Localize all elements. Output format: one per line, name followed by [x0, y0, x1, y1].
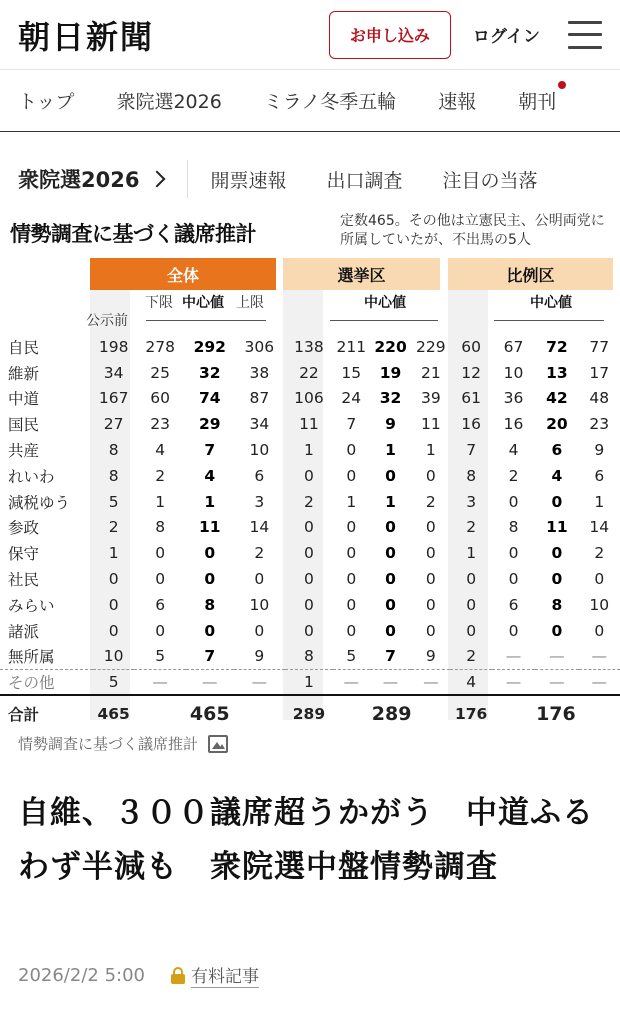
party-name: 国民: [8, 416, 40, 435]
seat-value: 4: [155, 441, 166, 460]
seat-value: 4: [450, 669, 491, 695]
divider: [187, 160, 188, 198]
seat-value: 16: [503, 415, 524, 434]
seat-table: [0, 334, 620, 731]
seat-value: 1: [155, 492, 166, 511]
seat-value: 21: [420, 363, 441, 382]
seat-value: 211: [336, 337, 367, 356]
seat-value: 0: [466, 570, 477, 589]
seat-value: 14: [589, 518, 610, 537]
seat-value: 8: [466, 466, 477, 485]
seat-value: 7: [204, 441, 216, 460]
seat-value: 0: [108, 595, 119, 614]
seat-value: 32: [198, 363, 221, 382]
seat-value: 1: [385, 441, 396, 460]
seat-value: 2: [508, 466, 519, 485]
header-high: 上限: [236, 295, 264, 311]
nav-item-morning-label: 朝刊: [518, 91, 557, 113]
seat-value: 0: [466, 621, 477, 640]
seat-value: 0: [155, 570, 166, 589]
party-name: その他: [0, 669, 93, 695]
seat-value: 4: [204, 466, 216, 485]
seat-value: 0: [385, 570, 396, 589]
seat-value: 167: [98, 389, 129, 408]
seat-value: 9: [385, 415, 396, 434]
subnav-item-exit-poll[interactable]: 出口調査: [326, 169, 403, 192]
seat-value: 23: [589, 415, 610, 434]
seat-value: 17: [589, 363, 610, 382]
seat-value: 1: [594, 492, 605, 511]
seat-value: 0: [551, 544, 563, 563]
nav-item-breaking[interactable]: 速報: [438, 91, 477, 113]
party-name: 中道: [8, 390, 40, 409]
seat-value: 0: [508, 492, 519, 511]
seat-value: —: [186, 669, 234, 695]
seat-value: 11: [299, 415, 319, 434]
seat-value: 1: [346, 492, 357, 511]
article-date: 2026/2/2 5:00: [18, 964, 145, 986]
total-value: 289: [285, 695, 333, 731]
seat-value: —: [134, 669, 186, 695]
new-dot-icon: [558, 81, 566, 89]
total-value: 465: [93, 695, 134, 731]
seat-value: 0: [385, 544, 396, 563]
seat-value: 278: [145, 337, 175, 356]
seat-value: 42: [546, 389, 568, 408]
seat-value: 0: [254, 621, 265, 640]
seat-value: —: [370, 669, 411, 695]
seat-value: 6: [254, 466, 265, 485]
seat-value: 0: [551, 492, 563, 511]
seat-value: 0: [204, 544, 216, 563]
seat-value: 4: [508, 441, 519, 460]
seat-value: —: [535, 669, 578, 695]
seat-value: 0: [425, 570, 436, 589]
seat-value: 0: [425, 621, 436, 640]
seat-value: 8: [108, 466, 119, 485]
subnav-item-notable[interactable]: 注目の当落: [442, 169, 538, 192]
seat-value: 9: [594, 441, 605, 460]
seat-value: 1: [285, 669, 333, 695]
seat-value: 0: [254, 570, 265, 589]
total-value: 176: [492, 695, 620, 731]
seat-value: 292: [193, 337, 226, 356]
seat-value: 8: [508, 518, 519, 537]
header-mid-prop: 中心値: [530, 295, 572, 311]
seat-value: 0: [346, 621, 357, 640]
band-proportional: 比例区: [448, 258, 613, 290]
table-row: [0, 515, 620, 541]
seat-value: 23: [150, 415, 171, 434]
seat-value: 10: [589, 595, 610, 614]
seat-value: 60: [461, 337, 482, 356]
seat-value: —: [411, 669, 450, 695]
seat-value: 14: [249, 518, 270, 537]
subnav-title-label: 衆院選2026: [18, 168, 140, 192]
party-name: 自民: [8, 338, 40, 357]
seat-value: 9: [254, 647, 265, 666]
seat-value: 2: [304, 492, 314, 511]
seat-value: 27: [103, 415, 124, 434]
header-mid-district: 中心値: [364, 295, 406, 311]
seat-value: —: [549, 647, 565, 666]
seat-value: 0: [304, 570, 314, 589]
table-row: [0, 489, 620, 515]
subscribe-button[interactable]: お申し込み: [329, 11, 451, 59]
seat-value: 77: [589, 337, 610, 356]
seat-value: 6: [551, 441, 563, 460]
seat-value: 1: [466, 544, 477, 563]
paid-article-label[interactable]: 有料記事: [191, 962, 259, 988]
seat-value: 0: [346, 441, 357, 460]
seat-value: 6: [508, 595, 519, 614]
seat-value: 3: [466, 492, 477, 511]
seat-value: —: [505, 647, 522, 666]
seat-value: 0: [425, 518, 436, 537]
seat-value: 5: [93, 669, 134, 695]
seat-value: 48: [589, 389, 610, 408]
seat-value: 0: [425, 466, 436, 485]
party-name: 諸派: [8, 622, 40, 641]
total-row: [0, 695, 620, 731]
seat-value: 0: [155, 621, 166, 640]
seat-value: 0: [304, 466, 314, 485]
menu-icon[interactable]: [568, 21, 602, 49]
seat-value: 0: [204, 621, 216, 640]
seat-value: 7: [385, 647, 396, 666]
seat-value: 0: [385, 466, 396, 485]
seat-value: 0: [425, 595, 436, 614]
subnav-title[interactable]: [18, 164, 163, 194]
seat-value: 2: [254, 544, 265, 563]
seat-value: —: [333, 669, 370, 695]
seat-value: 15: [341, 363, 362, 382]
seat-value: 1: [204, 492, 216, 511]
article-meta: [18, 962, 259, 988]
header-mid: 中心値: [182, 295, 224, 311]
seat-value: 1: [425, 441, 436, 460]
seat-value: 67: [503, 337, 524, 356]
header-low: 下限: [145, 295, 173, 311]
seat-value: 198: [98, 337, 129, 356]
seat-value: 61: [461, 389, 482, 408]
table-row: [0, 618, 620, 644]
seat-value: 220: [374, 337, 407, 356]
total-value: 465: [134, 695, 285, 731]
party-name: 共産: [8, 442, 40, 461]
seat-value: 5: [155, 647, 166, 666]
band-all: 全体: [90, 258, 276, 290]
total-value: 289: [333, 695, 451, 731]
table-row: [0, 437, 620, 463]
seat-value: 0: [385, 621, 396, 640]
seat-value: 3: [254, 492, 265, 511]
party-name: れいわ: [8, 467, 55, 486]
seat-value: 10: [249, 441, 270, 460]
seat-value: 2: [155, 466, 166, 485]
table-row: [0, 540, 620, 566]
seat-value: 0: [385, 518, 396, 537]
seat-value: 10: [503, 363, 524, 382]
seat-estimate-figure[interactable]: [0, 208, 620, 728]
seat-value: 0: [551, 621, 563, 640]
subnav-item-results[interactable]: 開票速報: [210, 169, 287, 192]
table-row: [0, 360, 620, 386]
seat-value: —: [234, 669, 286, 695]
site-header: [0, 0, 620, 70]
seat-value: 74: [198, 389, 221, 408]
seat-value: 0: [304, 621, 314, 640]
seat-value: 0: [346, 544, 357, 563]
seat-value: 0: [346, 595, 357, 614]
figure-note: 定数465。その他は立憲民主、公明両党に所属していたが、不出馬の5人: [340, 213, 605, 248]
seat-value: 22: [299, 363, 319, 382]
party-name: 維新: [8, 364, 40, 383]
seat-value: 0: [508, 544, 519, 563]
nav-item-top[interactable]: トップ: [18, 91, 75, 113]
table-row: [0, 334, 620, 360]
total-label: 合計: [0, 695, 93, 731]
seat-value: 8: [204, 595, 216, 614]
seat-value: 0: [108, 621, 119, 640]
range-arrow: [330, 320, 438, 321]
seat-value: 10: [249, 595, 270, 614]
seat-value: 25: [150, 363, 171, 382]
seat-value: 0: [466, 595, 477, 614]
seat-value: 24: [341, 389, 362, 408]
seat-value: 2: [108, 518, 119, 537]
range-arrow: [494, 320, 604, 321]
seat-value: 8: [551, 595, 563, 614]
seat-value: 0: [155, 544, 166, 563]
seat-value: 72: [546, 337, 568, 356]
seat-value: 0: [385, 595, 396, 614]
seat-value: 2: [594, 544, 605, 563]
article-headline[interactable]: 自維、３００議席超うかがう 中道ふるわず半減も 衆院選中盤情勢調査: [18, 795, 594, 885]
table-row: [0, 463, 620, 489]
seat-value: 2: [466, 647, 477, 666]
party-name: 参政: [8, 519, 40, 538]
seat-value: 7: [466, 441, 477, 460]
seat-value: 9: [425, 647, 436, 666]
seat-value: 1: [108, 544, 119, 563]
table-row: [0, 411, 620, 437]
login-link[interactable]: ログイン: [472, 27, 540, 47]
party-name: 無所属: [8, 648, 55, 667]
seat-value: 8: [304, 647, 314, 666]
seat-value: 306: [244, 337, 275, 356]
seat-value: 0: [304, 544, 314, 563]
seat-value: 0: [594, 570, 605, 589]
main-nav: [0, 70, 620, 132]
seat-value: 2: [425, 492, 436, 511]
seat-value: 11: [198, 518, 221, 537]
seat-value: 0: [346, 570, 357, 589]
seat-value: 0: [304, 595, 314, 614]
seat-value: 11: [420, 415, 441, 434]
caption-text: 情勢調査に基づく議席推計: [18, 735, 199, 753]
seat-value: 1: [385, 492, 396, 511]
header-prev: 公示前: [86, 313, 128, 329]
seat-value: 0: [508, 621, 519, 640]
seat-value: 8: [155, 518, 166, 537]
seat-value: 36: [503, 389, 524, 408]
seat-value: 106: [294, 389, 324, 408]
seat-value: 5: [108, 492, 119, 511]
seat-value: —: [579, 669, 620, 695]
seat-value: 6: [594, 466, 605, 485]
site-logo[interactable]: 朝日新聞: [18, 17, 155, 56]
seat-value: 6: [155, 595, 166, 614]
seat-value: 2: [466, 518, 477, 537]
seat-value: 16: [461, 415, 482, 434]
chevron-right-icon: [149, 171, 166, 188]
seat-value: —: [492, 669, 535, 695]
seat-value: 87: [249, 389, 270, 408]
seat-value: 7: [346, 415, 357, 434]
seat-value: 5: [346, 647, 357, 666]
seat-value: 39: [420, 389, 441, 408]
image-icon[interactable]: [208, 735, 228, 753]
seat-value: 1: [304, 441, 314, 460]
table-row: [0, 644, 620, 670]
seat-value: 34: [249, 415, 270, 434]
seat-value: 8: [108, 441, 119, 460]
seat-value: 32: [379, 389, 402, 408]
party-name: みらい: [8, 596, 55, 615]
lock-icon: [171, 967, 185, 983]
nav-item-election[interactable]: 衆院選2026: [116, 91, 222, 113]
seat-value: 0: [108, 570, 119, 589]
range-arrow: [146, 320, 266, 321]
seat-value: 4: [551, 466, 563, 485]
total-value: 176: [450, 695, 491, 731]
table-row: [0, 566, 620, 592]
nav-item-morning[interactable]: [518, 87, 556, 114]
seat-value: 34: [103, 363, 124, 382]
seat-value: 0: [304, 518, 314, 537]
seat-value: 38: [249, 363, 270, 382]
seat-value: 0: [346, 466, 357, 485]
nav-item-olympics[interactable]: ミラノ冬季五輪: [263, 91, 397, 113]
seat-value: 0: [594, 621, 605, 640]
table-row: [0, 669, 620, 695]
party-name: 社民: [8, 571, 40, 590]
party-name: 減税ゆう: [8, 493, 71, 512]
seat-value: —: [591, 647, 608, 666]
seat-value: 20: [546, 415, 568, 434]
seat-value: 19: [379, 363, 402, 382]
seat-value: 11: [546, 518, 568, 537]
band-district: 選挙区: [283, 258, 440, 290]
table-row: [0, 386, 620, 412]
seat-value: 0: [551, 570, 563, 589]
seat-value: 7: [204, 647, 216, 666]
seat-value: 229: [416, 337, 446, 356]
seat-value: 138: [294, 337, 324, 356]
seat-value: 12: [461, 363, 482, 382]
party-name: 保守: [8, 545, 40, 564]
seat-value: 0: [346, 518, 357, 537]
table-row: [0, 592, 620, 618]
seat-value: 0: [508, 570, 519, 589]
seat-value: 10: [103, 647, 124, 666]
seat-value: 0: [204, 570, 216, 589]
figure-caption[interactable]: [18, 733, 228, 754]
figure-title: 情勢調査に基づく議席推計: [10, 222, 256, 246]
seat-value: 60: [150, 389, 171, 408]
seat-value: 0: [425, 544, 436, 563]
seat-value: 29: [198, 415, 221, 434]
seat-value: 13: [546, 363, 568, 382]
